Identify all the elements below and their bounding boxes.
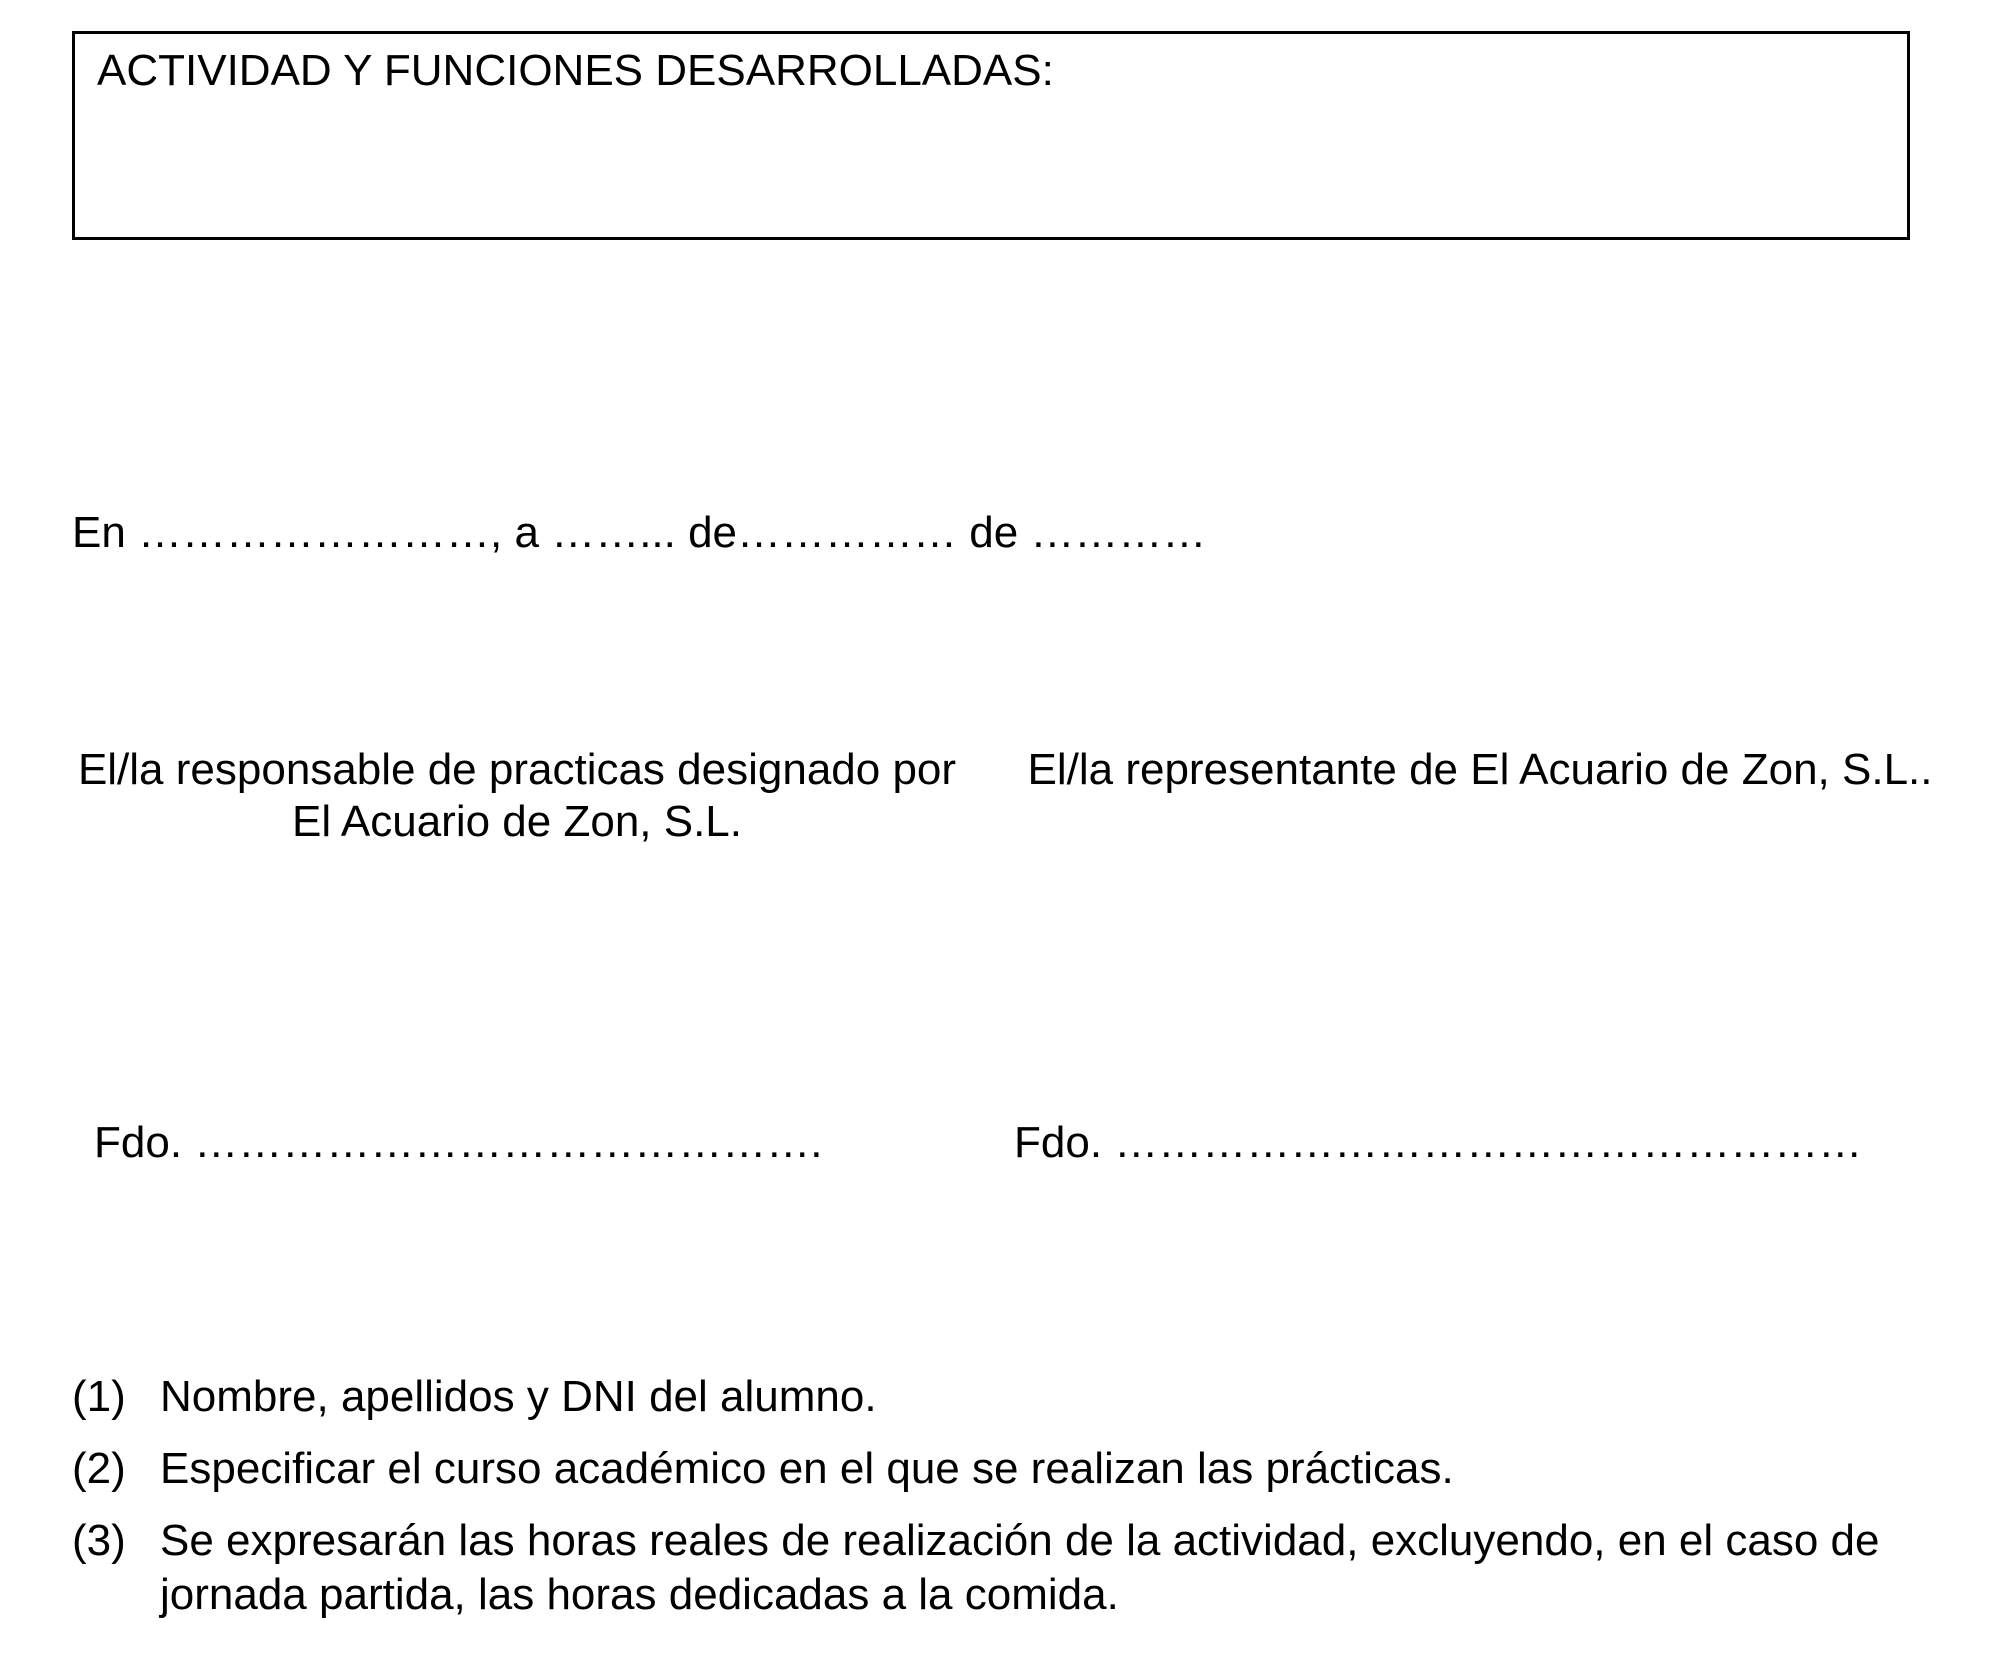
footnote-number: (3): [72, 1516, 126, 1565]
footnote-number: (1): [72, 1372, 126, 1421]
activity-box: [72, 31, 1910, 240]
place-date-line: En ……………………, a ……... de…………… de …………: [72, 508, 1207, 557]
footnote-text: Se expresarán las horas reales de realización de la actividad, excluyendo, en el caso de jornada partida, las horas dedicadas a la comida.: [160, 1516, 1880, 1619]
signature-line-representative: Fdo. ……………………………………………: [1014, 1118, 1863, 1167]
footnote-item: [72, 1442, 1952, 1496]
signature-title-supervisor: El/la responsable de practicas designado por El Acuario de Zon, S.L.: [77, 745, 957, 846]
footnote-text: Especificar el curso académico en el que se realizan las prácticas.: [160, 1444, 1454, 1493]
footnote-item: [72, 1514, 1952, 1622]
footnotes: [72, 1370, 1952, 1640]
signature-title-representative: El/la representante de El Acuario de Zon, S.L..: [1027, 745, 1933, 794]
footnote-item: [72, 1370, 1952, 1424]
footnote-number: (2): [72, 1444, 126, 1493]
activity-title: ACTIVIDAD Y FUNCIONES DESARROLLADAS:: [97, 46, 1054, 95]
footnote-text: Nombre, apellidos y DNI del alumno.: [160, 1372, 877, 1421]
signature-line-supervisor: Fdo. …………………………………….: [94, 1118, 823, 1167]
